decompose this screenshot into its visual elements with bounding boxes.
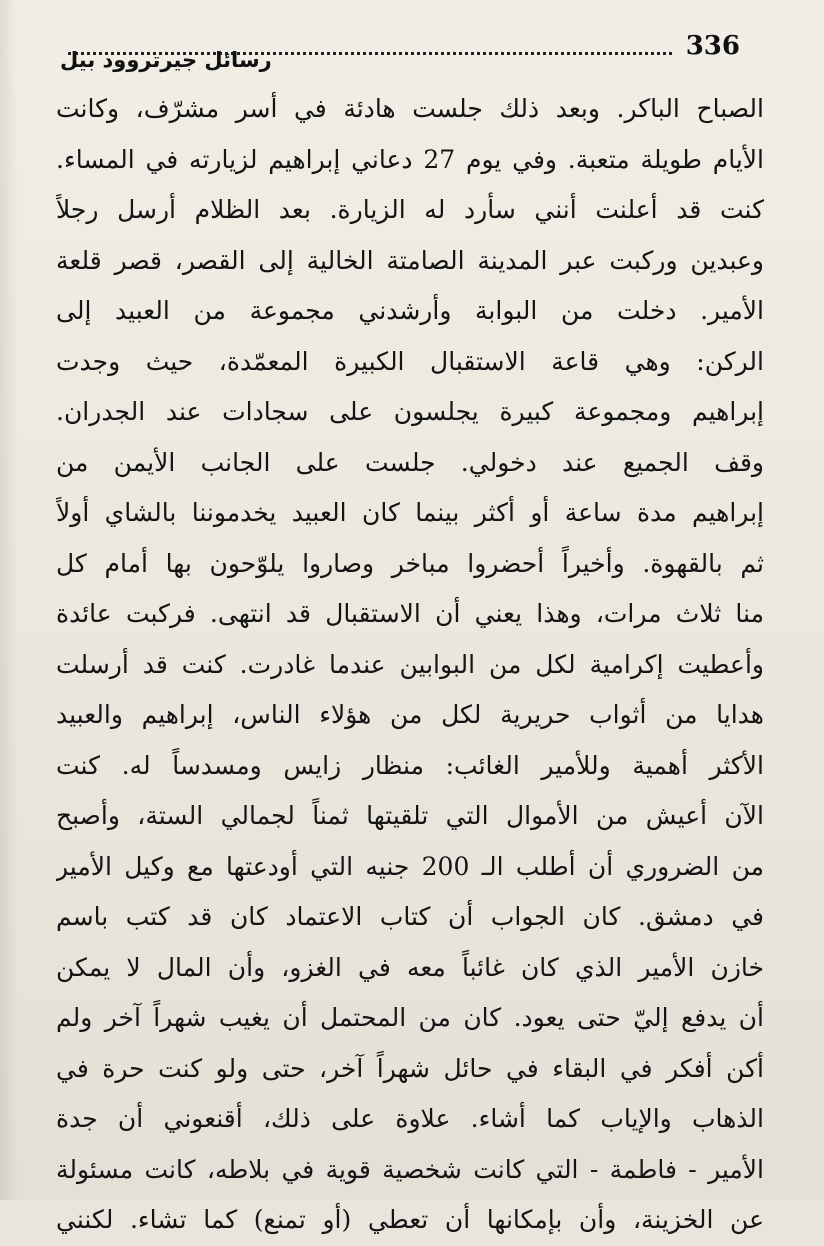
text-line: الذهاب والإياب كما أشاء. علاوة على ذلك، أقنعوني أن جدة xyxy=(56,1104,764,1133)
text-line: الأمير. دخلت من البوابة وأرشدني مجموعة من العبيد إلى xyxy=(56,296,764,325)
text-line: عن الخزينة، وأن بإمكانها أن تعطي (أو تمنع) كما تشاء. لكنني xyxy=(56,1205,764,1234)
text-line: الأكثر أهمية وللأمير الغائب: منظار زايس ومسدساً له. كنت xyxy=(56,750,764,780)
text-line: في دمشق. كان الجواب أن كتاب الاعتماد كان قد كتب باسم xyxy=(56,902,764,931)
text-line: الركن: وهي قاعة الاستقبال الكبيرة المعمّدة، حيث وجدت xyxy=(56,346,764,376)
book-title: رسائل جيرتروود بيل xyxy=(60,48,272,72)
text-line: خازن الأمير الذي كان غائباً معه في الغزو، وأن المال لا يمكن xyxy=(56,952,764,982)
text-line: الآن أعيش من الأموال التي تلقيتها ثمناً لجمالي الستة، وأصبح xyxy=(56,801,764,830)
body-text xyxy=(56,84,764,1246)
page-edge-shadow xyxy=(0,0,18,1200)
text-line: الأيام طويلة متعبة. وفي يوم 27 دعاني إبراهيم لزيارته في المساء. xyxy=(56,144,764,174)
text-line: كنت قد أعلنت أنني سأرد له الزيارة. بعد الظلام أرسل رجلاً xyxy=(56,195,764,224)
text-line: الصباح الباكر. وبعد ذلك جلست هادئة في أسر مشرّف، وكانت xyxy=(56,94,764,123)
text-line: أن يدفع إليّ حتى يعود. كان من المحتمل أن يغيب شهراً آخر ولم xyxy=(56,1003,764,1032)
text-line: منا ثلاث مرات، وهذا يعني أن الاستقبال قد انتهى. فركبت عائدة xyxy=(56,599,764,628)
text-line: وقف الجميع عند دخولي. جلست على الجانب الأيمن من xyxy=(56,447,764,477)
text-line: ثم بالقهوة. وأخيراً أحضروا مباخر وصاروا يلوّحون بها أمام كل xyxy=(56,548,764,578)
page-number: 336 xyxy=(685,31,740,61)
text-line: الأمير - فاطمة - التي كانت شخصية قوية في بلاطه، كانت مسئولة xyxy=(56,1154,764,1184)
text-line: أكن أفكر في البقاء في حائل شهراً آخر، حتى ولو كنت حرة في xyxy=(56,1053,764,1083)
text-line: وعبدين وركبت عبر المدينة الصامتة الخالية إلى القصر، قصر قلعة xyxy=(56,245,764,275)
text-line: هدايا من أثواب حريرية لكل من هؤلاء الناس، إبراهيم والعبيد xyxy=(56,700,764,729)
text-line: وأعطيت إكرامية لكل من البوابين عندما غادرت. كنت قد أرسلت xyxy=(56,649,764,679)
text-line: من الضروري أن أطلب الـ 200 جنيه التي أودعتها مع وكيل الأمير xyxy=(56,851,764,881)
text-line: إبراهيم مدة ساعة أو أكثر بينما كان العبيد يخدموننا بالشاي أولاً xyxy=(56,498,764,527)
text-line: إبراهيم ومجموعة كبيرة يجلسون على سجادات عند الجدران. xyxy=(56,397,764,426)
